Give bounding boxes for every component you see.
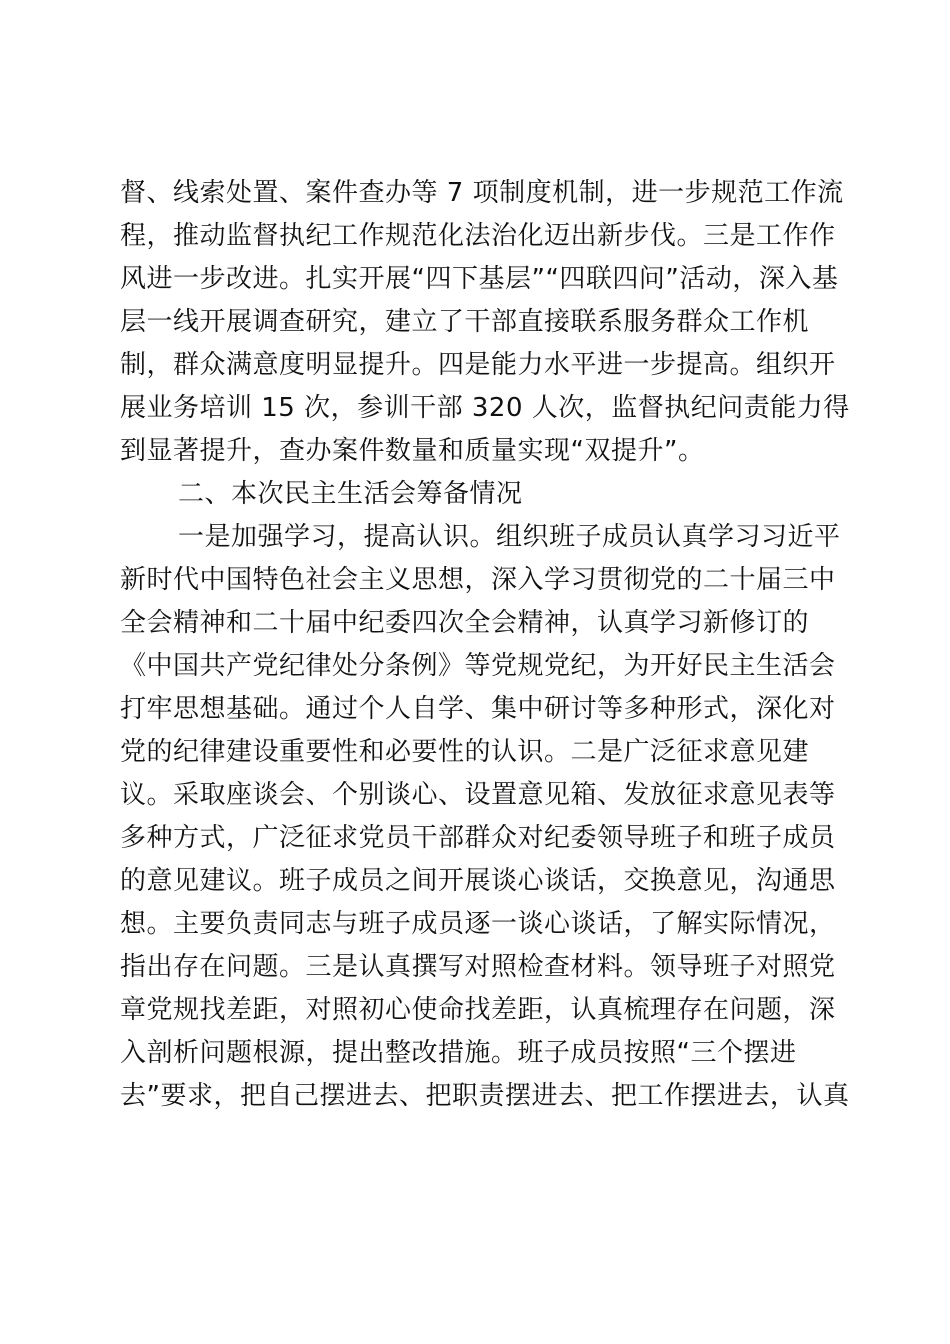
text-line: 层一线开展调查研究，建立了干部直接联系服务群众工作机 [120, 307, 810, 337]
text-line: 风进一步改进。扎实开展“四下基层”“四联四问”活动，深入基 [120, 264, 839, 294]
text-line: 《中国共产党纪律处分条例》等党规党纪，为开好民主生活会 [120, 651, 836, 681]
text-line: 程，推动监督执纪工作规范化法治化迈出新步伐。三是工作作 [120, 221, 836, 251]
text-line: 去”要求，把自己摆进去、把职责摆进去、把工作摆进去，认真 [120, 1081, 850, 1111]
text-line: 打牢思想基础。通过个人自学、集中研讨等多种形式，深化对 [120, 694, 836, 724]
text-line: 展业务培训 15 次，参训干部 320 人次，监督执纪问责能力得 [120, 393, 850, 423]
text-line: 章党规找差距，对照初心使命找差距，认真梳理存在问题，深 [120, 995, 836, 1025]
section-heading: 二、本次民主生活会筹备情况 [178, 479, 523, 509]
text-line: 到显著提升，查办案件数量和质量实现“双提升”。 [120, 436, 705, 466]
text-line: 新时代中国特色社会主义思想，深入学习贯彻党的二十届三中 [120, 565, 836, 595]
text-line: 党的纪律建设重要性和必要性的认识。二是广泛征求意见建 [120, 737, 810, 767]
text-line: 的意见建议。班子成员之间开展谈心谈话，交换意见，沟通思 [120, 866, 836, 896]
text-line: 督、线索处置、案件查办等 7 项制度机制，进一步规范工作流 [120, 178, 844, 208]
text-line: 全会精神和二十届中纪委四次全会精神，认真学习新修订的 [120, 608, 810, 638]
text-line: 多种方式，广泛征求党员干部群众对纪委领导班子和班子成员 [120, 823, 836, 853]
text-line: 制，群众满意度明显提升。四是能力水平进一步提高。组织开 [120, 350, 836, 380]
text-line: 议。采取座谈会、个别谈心、设置意见箱、发放征求意见表等 [120, 780, 836, 810]
body-text [120, 172, 850, 1118]
paragraph-first-line: 一是加强学习，提高认识。组织班子成员认真学习习近平 [178, 522, 841, 552]
text-line: 想。主要负责同志与班子成员逐一谈心谈话，了解实际情况， [120, 909, 836, 939]
text-line: 指出存在问题。三是认真撰写对照检查材料。领导班子对照党 [120, 952, 836, 982]
text-line: 入剖析问题根源，提出整改措施。班子成员按照“三个摆进 [120, 1038, 797, 1068]
